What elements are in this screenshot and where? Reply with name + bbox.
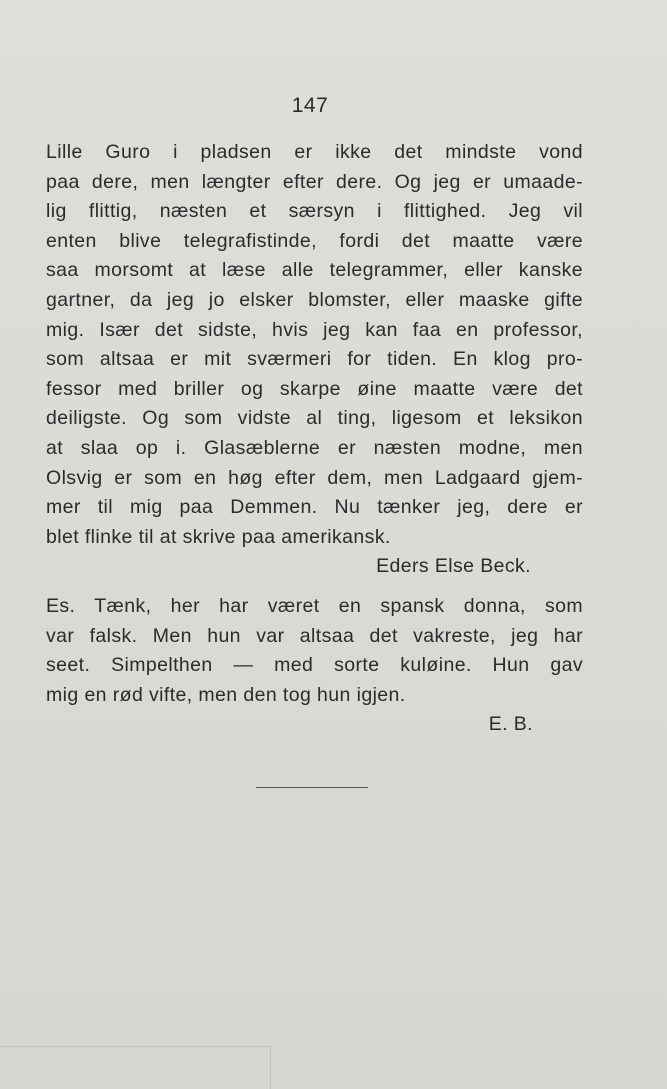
text-line: Lille Guro i pladsen er ikke det mindste vond [46, 141, 583, 163]
text-line: enten blive telegrafistinde, fordi det maatte være [46, 229, 583, 252]
text-line: Olsvig er som en høg efter dem, men Ladgaard gjem- [46, 466, 583, 489]
text-line: Es. Tænk, her har været en spansk donna, som [46, 594, 583, 617]
text-line: lig flittig, næsten et særsyn i flittighed. Jeg vil [46, 200, 583, 223]
letter-body [46, 138, 583, 740]
text-line: mig. Især det sidste, hvis jeg kan faa en professor, [46, 318, 583, 341]
text-line: at slaa op i. Glasæblerne er næsten modne, men [46, 436, 583, 459]
text-line: saa morsomt at læse alle telegrammer, eller kanske [46, 259, 583, 282]
page-fold-mark [0, 1046, 270, 1047]
text-line: som altsaa er mit sværmeri for tiden. En klog pro- [46, 348, 583, 371]
text-line: blet flinke til at skrive paa amerikansk. [46, 525, 391, 548]
text-line: var falsk. Men hun var altsaa det vakreste, jeg har [46, 624, 583, 647]
text-line: seet. Simpelthen — med sorte kuløine. Hun gav [46, 654, 583, 677]
text-line: mer til mig paa Demmen. Nu tænker jeg, dere er [46, 496, 583, 519]
page-number: 147 [291, 94, 329, 117]
paragraph-1 [46, 138, 583, 552]
text-line: fessor med briller og skarpe øine maatte være det [46, 377, 583, 400]
text-line: deiligste. Og som vidste al ting, ligesom et leksikon [46, 407, 583, 430]
page-fold-mark-vertical [270, 1046, 271, 1089]
text-line: gartner, da jeg jo elsker blomster, eller maaske gifte [46, 288, 583, 311]
text-line: mig en rød vifte, men den tog hun igjen. [46, 683, 406, 706]
signature-initials: E. B. [488, 713, 533, 736]
section-divider [256, 787, 368, 788]
paragraph-2 [46, 592, 583, 710]
text-line: paa dere, men længter efter dere. Og jeg er umaade- [46, 170, 583, 193]
signature-else-beck: Eders Else Beck. [376, 555, 531, 578]
